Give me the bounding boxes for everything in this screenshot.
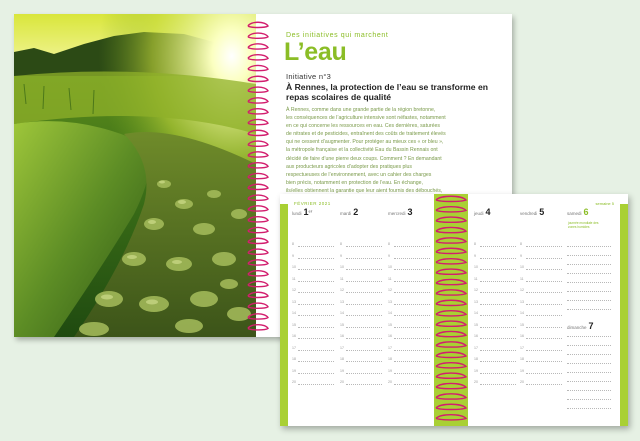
spiral-ring — [248, 98, 268, 103]
saturday-line[interactable] — [567, 282, 611, 283]
hour-label: 19 — [292, 368, 296, 373]
hour-line[interactable] — [480, 327, 516, 328]
article-body — [286, 106, 508, 195]
hour-line[interactable] — [480, 246, 516, 247]
hour-label: 10 — [474, 265, 478, 269]
hour-label: 19 — [474, 368, 478, 373]
day-header-thursday — [474, 207, 491, 217]
spiral-ring — [436, 207, 466, 212]
hour-label: 11 — [340, 276, 344, 281]
hour-line[interactable] — [480, 338, 516, 339]
hour-line[interactable] — [298, 338, 334, 339]
hour-label: 14 — [474, 311, 478, 315]
hour-label: 9 — [388, 253, 390, 258]
day-name: dimanche — [567, 325, 587, 330]
spiral-ring — [248, 22, 268, 27]
hour-line[interactable] — [346, 292, 382, 293]
hour-label: 11 — [474, 276, 478, 281]
hour-label: 16 — [340, 334, 344, 338]
spiral-ring — [436, 331, 466, 336]
hour-label: 18 — [292, 357, 296, 361]
spiral-ring — [436, 352, 466, 357]
hour-label: 17 — [340, 345, 344, 350]
spiral-ring — [248, 130, 268, 135]
day-number: 1 — [303, 207, 309, 217]
spiral-ring — [248, 141, 268, 146]
hour-line[interactable] — [480, 350, 516, 351]
day-name: vendredi — [520, 211, 538, 216]
hour-label: 16 — [388, 334, 392, 338]
hour-line[interactable] — [346, 304, 382, 305]
hour-label: 12 — [520, 288, 524, 292]
hour-label: 19 — [340, 368, 344, 373]
hour-line[interactable] — [526, 304, 562, 305]
hour-label: 11 — [292, 276, 296, 281]
spiral-ring — [248, 292, 268, 297]
hour-line[interactable] — [298, 384, 334, 385]
hour-label: 13 — [340, 299, 344, 304]
spiral-ring — [436, 238, 466, 243]
hour-label: 8 — [520, 242, 522, 246]
hour-line[interactable] — [526, 338, 562, 339]
body-line: ils/elles obtiennent la garantie que leur aient fournis des débouchés, — [286, 187, 443, 194]
body-line: aux producteurs agricoles d’adopter des pratiques plus — [286, 163, 413, 170]
hour-line[interactable] — [394, 327, 430, 328]
hour-line[interactable] — [394, 304, 430, 305]
hour-label: 8 — [474, 242, 476, 246]
hour-label: 9 — [520, 253, 522, 258]
sunday-line[interactable] — [567, 363, 611, 364]
hour-label: 13 — [520, 299, 524, 304]
spiral-ring — [436, 363, 466, 368]
body-line: de nitrates et de pesticides, entraînent des coûts de traitement élevés — [286, 131, 446, 138]
spiral-ring — [248, 325, 268, 330]
hour-line[interactable] — [526, 246, 562, 247]
hour-label: 17 — [474, 345, 478, 350]
sunday-line[interactable] — [567, 345, 611, 346]
day-name: mardi — [340, 211, 352, 216]
hour-line[interactable] — [526, 361, 562, 362]
spiral-ring — [436, 415, 466, 420]
spiral-ring — [248, 87, 268, 92]
day-header-monday — [292, 207, 312, 217]
spiral-ring — [248, 303, 268, 308]
hour-line[interactable] — [298, 292, 334, 293]
hour-line[interactable] — [346, 269, 382, 270]
hour-label: 10 — [388, 265, 392, 269]
day-number: 4 — [485, 207, 491, 217]
spiral-ring — [248, 227, 268, 232]
day-header-friday — [520, 207, 544, 217]
hour-label: 11 — [520, 276, 524, 281]
sunday-line[interactable] — [567, 390, 611, 391]
hour-line[interactable] — [394, 350, 430, 351]
hour-line[interactable] — [346, 384, 382, 385]
planner-week: semaine 5 — [595, 201, 614, 206]
hour-line[interactable] — [394, 361, 430, 362]
hour-label: 18 — [520, 357, 524, 361]
hour-label: 11 — [388, 276, 392, 281]
saturday-line[interactable] — [567, 255, 611, 256]
hour-line[interactable] — [394, 281, 430, 282]
hour-line[interactable] — [394, 338, 430, 339]
hour-label: 14 — [388, 311, 392, 315]
article-kicker: Des initiatives qui marchent — [286, 32, 389, 39]
saturday-line[interactable] — [567, 273, 611, 274]
hour-label: 17 — [292, 345, 296, 350]
day-number: 5 — [539, 207, 545, 217]
planner-accent-right — [620, 204, 628, 426]
hour-line[interactable] — [526, 315, 562, 316]
hour-label: 20 — [520, 380, 524, 384]
hour-line[interactable] — [526, 327, 562, 328]
hour-label: 8 — [340, 242, 342, 246]
spiral-ring — [436, 383, 466, 388]
hour-line[interactable] — [526, 373, 562, 374]
saturday-line[interactable] — [567, 300, 611, 301]
hour-line[interactable] — [394, 384, 430, 385]
hour-label: 15 — [474, 322, 478, 327]
spiral-ring — [248, 173, 268, 178]
hour-line[interactable] — [298, 304, 334, 305]
hour-label: 15 — [340, 322, 344, 327]
hour-line[interactable] — [298, 315, 334, 316]
hour-label: 10 — [340, 265, 344, 269]
hour-line[interactable] — [480, 292, 516, 293]
hour-label: 14 — [340, 311, 344, 315]
body-line: À Rennes, comme dans une grande partie de la région bretonne, — [286, 107, 436, 113]
hour-line[interactable] — [346, 246, 382, 247]
hour-line[interactable] — [526, 350, 562, 351]
spiral-ring — [436, 269, 466, 274]
saturday-line[interactable] — [567, 264, 611, 265]
hour-line[interactable] — [480, 281, 516, 282]
day-header-saturday — [567, 207, 589, 217]
hour-line[interactable] — [394, 373, 430, 374]
spiral-ring — [248, 44, 268, 49]
hour-label: 9 — [474, 253, 476, 258]
body-line: la métropole française et la collectivité Eau du Bassin Rennais ont — [286, 147, 438, 154]
day-header-tuesday — [340, 207, 358, 217]
spiral-binding-front — [434, 194, 468, 426]
article-headline: À Rennes, la protection de l’eau se transforme en repas scolaires de qualité — [286, 82, 489, 102]
spiral-ring — [248, 260, 268, 265]
day-header-sunday — [567, 321, 594, 331]
spiral-ring — [248, 238, 268, 243]
hour-line[interactable] — [298, 361, 334, 362]
hour-line[interactable] — [394, 269, 430, 270]
day-number: 2 — [353, 207, 359, 217]
spiral-ring — [436, 404, 466, 409]
day-name: jeudi — [474, 211, 484, 216]
body-line: respectueuses de l’environnement, avec un cahier des charges — [286, 171, 432, 178]
spiral-ring — [248, 163, 268, 168]
hour-label: 16 — [520, 334, 524, 338]
article-title: L’eau — [284, 38, 347, 66]
hour-label: 18 — [388, 357, 392, 361]
landscape-photo — [14, 14, 256, 337]
hour-label: 8 — [388, 242, 390, 246]
hour-line[interactable] — [480, 384, 516, 385]
spiral-ring — [248, 65, 268, 70]
spiral-ring — [436, 227, 466, 232]
body-line: en ce qui concerne les ressources en eau. Ces dernières, saturées — [286, 123, 440, 130]
hour-line[interactable] — [346, 373, 382, 374]
spiral-ring — [248, 119, 268, 124]
spiral-ring — [436, 342, 466, 347]
hour-line[interactable] — [480, 315, 516, 316]
hour-line[interactable] — [480, 269, 516, 270]
spiral-ring — [248, 55, 268, 60]
hour-label: 10 — [520, 265, 524, 269]
spiral-ring — [436, 394, 466, 399]
saturday-line[interactable] — [567, 246, 611, 247]
hour-label: 14 — [520, 311, 524, 315]
hour-label: 19 — [388, 368, 392, 373]
spiral-ring — [436, 196, 466, 201]
hour-line[interactable] — [526, 281, 562, 282]
spiral-ring — [248, 184, 268, 189]
hour-line[interactable] — [298, 269, 334, 270]
spiral-ring — [248, 314, 268, 319]
hour-line[interactable] — [346, 281, 382, 282]
saturday-line[interactable] — [567, 291, 611, 292]
hour-label: 13 — [388, 299, 392, 304]
hour-line[interactable] — [480, 373, 516, 374]
spiral-ring — [248, 76, 268, 81]
spiral-ring — [436, 259, 466, 264]
hour-line[interactable] — [526, 269, 562, 270]
hour-line[interactable] — [298, 258, 334, 259]
hour-label: 18 — [474, 357, 478, 361]
hour-label: 12 — [340, 288, 344, 292]
spiral-ring — [436, 217, 466, 222]
spiral-ring — [436, 290, 466, 295]
spiral-ring — [248, 206, 268, 211]
spiral-ring — [248, 195, 268, 200]
planner-accent-left — [280, 204, 288, 426]
sunday-line[interactable] — [567, 336, 611, 337]
hour-line[interactable] — [346, 350, 382, 351]
body-line: décidé de faire d’une pierre deux coups. Comment ? En demandant — [286, 155, 442, 162]
day-number-suffix: er — [308, 208, 313, 214]
hour-label: 20 — [388, 380, 392, 384]
hour-label: 20 — [474, 380, 478, 384]
hour-line[interactable] — [480, 304, 516, 305]
weekly-planner — [280, 194, 628, 426]
hour-label: 12 — [388, 288, 392, 292]
hour-label: 9 — [292, 253, 294, 258]
spiral-ring — [436, 300, 466, 305]
body-line: bien précis, notamment en protection de l’eau. En échange, — [286, 179, 423, 186]
hour-label: 8 — [292, 242, 294, 246]
spiral-ring — [436, 248, 466, 253]
day-number: 3 — [407, 207, 413, 217]
hour-label: 10 — [292, 265, 296, 269]
hour-line[interactable] — [298, 373, 334, 374]
spiral-ring — [436, 279, 466, 284]
hour-label: 15 — [520, 322, 524, 327]
planner-month: FÉVRIER 2021 — [294, 201, 331, 206]
hour-line[interactable] — [346, 338, 382, 339]
hour-label: 13 — [292, 299, 296, 304]
hour-line[interactable] — [480, 361, 516, 362]
day-name: samedi — [567, 211, 582, 216]
day-header-wednesday — [388, 207, 413, 217]
hour-label: 15 — [388, 322, 392, 327]
hour-line[interactable] — [346, 361, 382, 362]
sunday-line[interactable] — [567, 354, 611, 355]
spiral-ring — [248, 152, 268, 157]
spiral-ring — [248, 217, 268, 222]
spiral-ring — [248, 281, 268, 286]
hour-label: 15 — [292, 322, 296, 327]
body-line: qui ne cessent d’augmenter. Pour protéger au mieux ces « or bleu », — [286, 139, 444, 146]
day-number: 6 — [583, 207, 589, 217]
hour-label: 12 — [474, 288, 478, 292]
sunday-line[interactable] — [567, 381, 611, 382]
spiral-ring — [436, 373, 466, 378]
sunday-line[interactable] — [567, 408, 611, 409]
hour-line[interactable] — [394, 246, 430, 247]
hour-label: 17 — [520, 345, 524, 350]
hour-label: 16 — [474, 334, 478, 338]
body-line: les conséquences de l’agriculture intensive sont néfastes, notamment — [286, 115, 446, 122]
saturday-note: journée mondiale des zones humides — [568, 221, 599, 229]
hour-line[interactable] — [346, 258, 382, 259]
hour-line[interactable] — [394, 315, 430, 316]
spiral-binding-back — [246, 16, 270, 336]
hour-label: 19 — [520, 368, 524, 373]
initiative-label: Initiative n°3 — [286, 72, 332, 81]
hour-line[interactable] — [526, 384, 562, 385]
hour-label: 20 — [292, 380, 296, 384]
hour-label: 20 — [340, 380, 344, 384]
hour-label: 17 — [388, 345, 392, 350]
hour-label: 16 — [292, 334, 296, 338]
hour-line[interactable] — [298, 246, 334, 247]
hour-line[interactable] — [394, 292, 430, 293]
sunday-line[interactable] — [567, 399, 611, 400]
hour-line[interactable] — [346, 315, 382, 316]
hour-line[interactable] — [298, 327, 334, 328]
hour-label: 9 — [340, 253, 342, 258]
spiral-ring — [248, 109, 268, 114]
day-number: 7 — [588, 321, 594, 331]
spiral-ring — [436, 311, 466, 316]
hour-line[interactable] — [298, 281, 334, 282]
day-name: lundi — [292, 211, 302, 216]
hour-label: 13 — [474, 299, 478, 304]
hour-label: 14 — [292, 311, 296, 315]
hour-line[interactable] — [298, 350, 334, 351]
hour-line[interactable] — [394, 258, 430, 259]
spiral-ring — [248, 33, 268, 38]
hour-line[interactable] — [526, 258, 562, 259]
sunday-line[interactable] — [567, 372, 611, 373]
spiral-ring — [248, 271, 268, 276]
hour-label: 18 — [340, 357, 344, 361]
day-name: mercredi — [388, 211, 406, 216]
hour-line[interactable] — [526, 292, 562, 293]
spiral-ring — [248, 249, 268, 254]
hour-label: 12 — [292, 288, 296, 292]
spiral-ring — [436, 321, 466, 326]
hour-line[interactable] — [346, 327, 382, 328]
hour-line[interactable] — [480, 258, 516, 259]
saturday-line[interactable] — [567, 309, 611, 310]
